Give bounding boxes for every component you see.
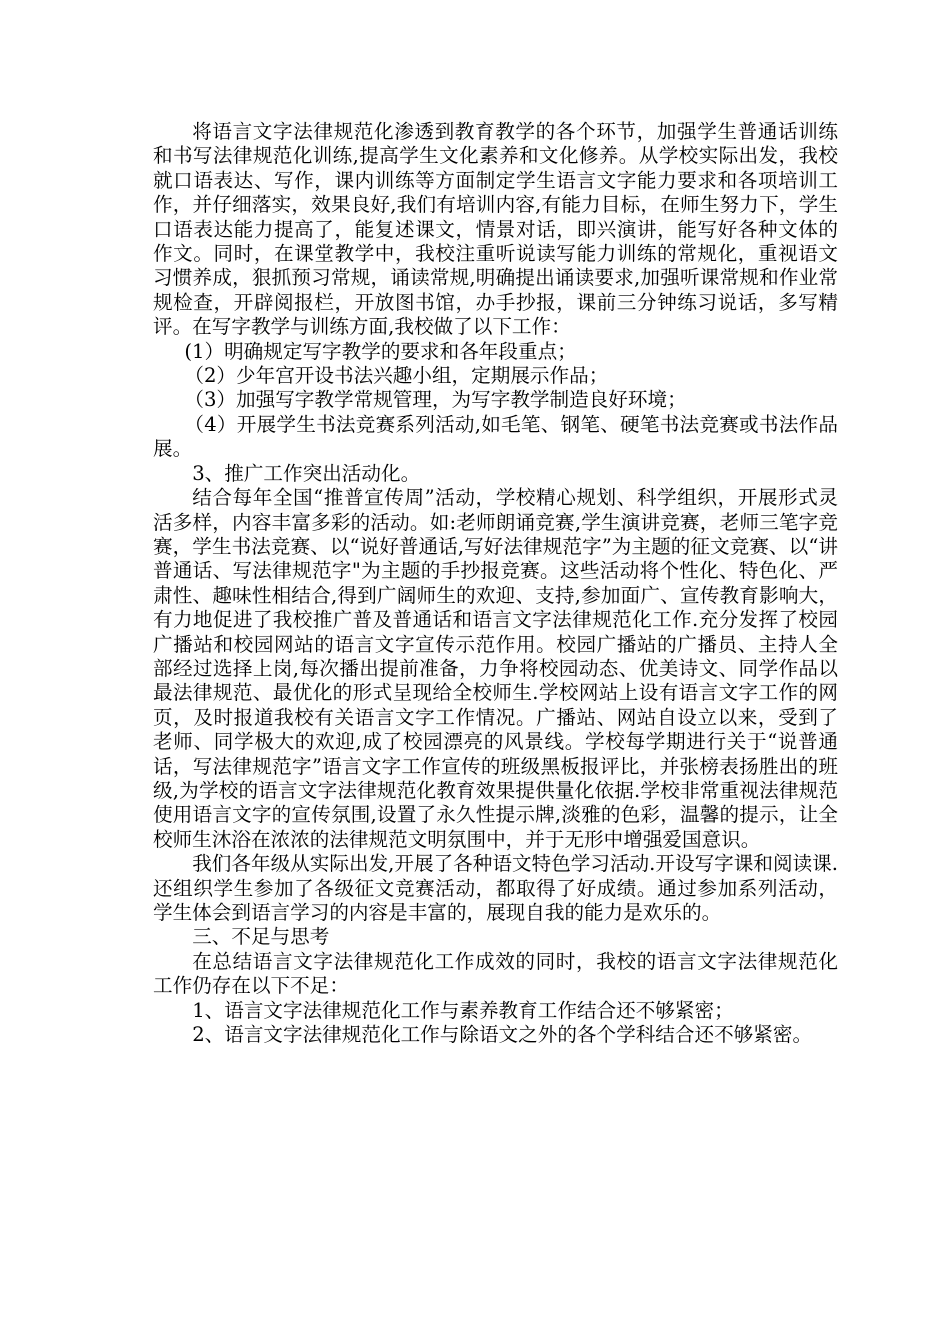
section-heading-activities: 3、推广工作突出活动化。 xyxy=(192,461,421,485)
paragraph-shortcomings-intro: 在总结语言文字法律规范化工作成效的同时，我校的语言文字法律规范化工作仍存在以下不足： xyxy=(153,949,838,998)
shortcoming-item-2: 2、语言文字法律规范化工作与除语文之外的各个学科结合还不够紧密。 xyxy=(192,1023,813,1047)
list-item-1: (1）明确规定写字教学的要求和各年段重点； xyxy=(184,339,577,363)
list-item-4: （4）开展学生书法竞赛系列活动,如毛笔、钢笔、硬笔书法竞赛或书法作品展。 xyxy=(153,412,838,461)
list-item-3: （3）加强写字教学常规管理，为写字教学制造良好环境； xyxy=(184,388,687,412)
paragraph-writing-training: 将语言文字法律规范化渗透到教育教学的各个环节，加强学生普通话训练和书写法律规范化训练,提高学生文化素养和文化修养。从学校实际出发，我校就口语表达、写作，课内训练等方面制定学生语言文字能力要求和各项培训工作，并仔细落实，效果良好,我们有培训内容,有能力目标，在师生努力下，学生口语表达能力提高了，能复述课文，情景对话，即兴演讲，能写好各种文体的作文。同时，在课堂教学中，我校注重听说读写能力训练的常规化，重视语文习惯养成，狠抓预习常规，诵读常规,明确提出诵读要求,加强听课常规和作业常规检查，开辟阅报栏，开放图书馆，办手抄报，课前三分钟练习说话，多写精评。在写字教学与训练方面,我校做了以下工作： xyxy=(153,120,838,339)
shortcoming-item-1: 1、语言文字法律规范化工作与素养教育工作结合还不够紧密； xyxy=(192,998,734,1022)
list-item-2: （2）少年宫开设书法兴趣小组，定期展示作品； xyxy=(184,364,609,388)
paragraph-promotion-week: 结合每年全国“推普宣传周”活动，学校精心规划、科学组织，开展形式灵活多样，内容丰富多彩的活动。如:老师朗诵竞赛,学生演讲竞赛，老师三笔字竞赛，学生书法竞赛、以“说好普通话,写好法律规范字”为主题的征文竞赛、以“讲普通话、写法律规范字"为主题的手抄报竞赛。这些活动将个性化、特色化、严肃性、趣味性相结合,得到广阔师生的欢迎、支持,参加面广、宣传教育影响大，有力地促进了我校推广普及普通话和语言文字法律规范化工作.充分发挥了校园广播站和校园网站的语言文字宣传示范作用。校园广播站的广播员、主持人全部经过选择上岗,每次播出提前准备，力争将校园动态、优美诗文、同学作品以最法律规范、最优化的形式呈现给全校师生.学校网站上设有语言文字工作的网页，及时报道我校有关语言文字工作情况。广播站、网站自设立以来，受到了老师、同学极大的欢迎,成了校园漂亮的风景线。学校每学期进行关于“说普通话，写法律规范字”语言文字工作宣传的班级黑板报评比，并张榜表扬胜出的班级,为学校的语言文字法律规范化教育效果提供量化依据.学校非常重视法律规范使用语言文字的宣传氛围,设置了永久性提示牌,淡雅的色彩，温馨的提示，让全校师生沐浴在浓浓的法律规范文明氛围中，并于无形中增强爱国意识。 xyxy=(153,486,838,851)
document-body xyxy=(153,120,838,1047)
section-heading-shortcomings: 三、不足与思考 xyxy=(192,925,330,949)
paragraph-grade-activities: 我们各年级从实际出发,开展了各种语文特色学习活动.开设写字课和阅读课.还组织学生参加了各级征文竞赛活动，都取得了好成绩。通过参加系列活动，学生体会到语言学习的内容是丰富的，展现自我的能力是欢乐的。 xyxy=(153,852,838,924)
